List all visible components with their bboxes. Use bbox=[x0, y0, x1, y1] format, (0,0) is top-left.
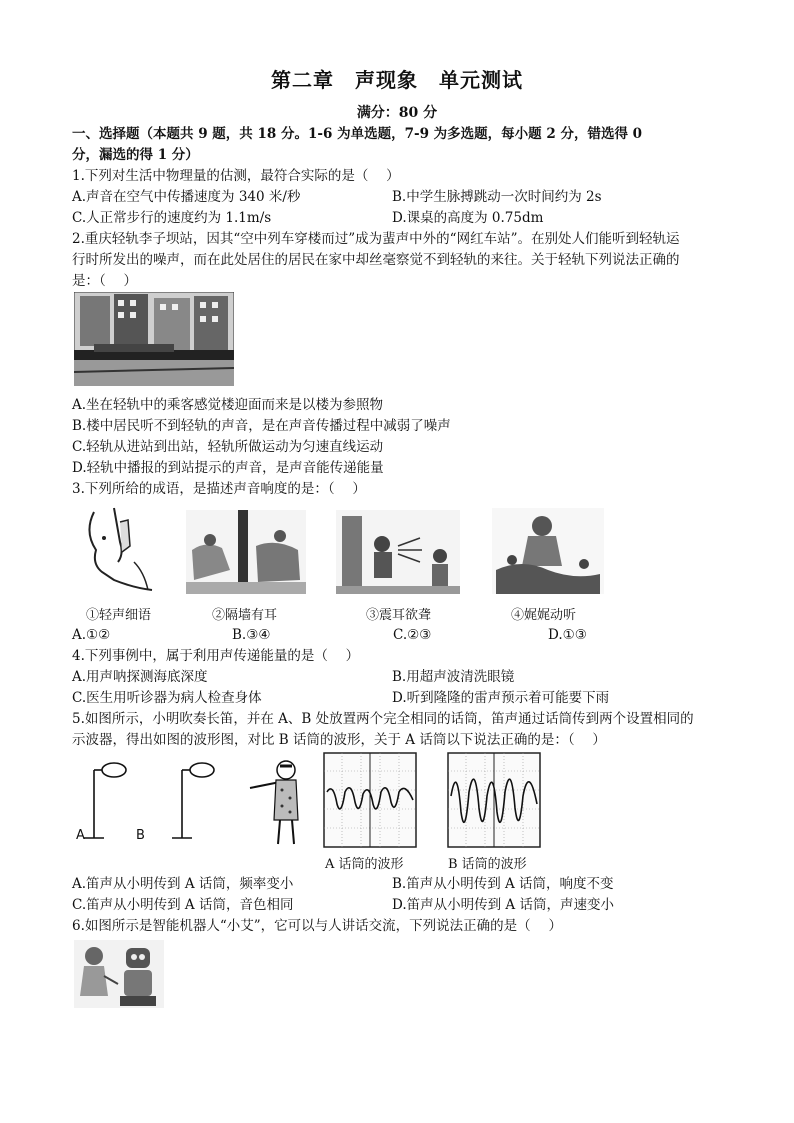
q2-option-d: D.轻轨中播报的到站提示的声音，是声音能传递能量 bbox=[72, 460, 384, 476]
q4-option-d: D.听到隆隆的雷声预示着可能要下雨 bbox=[392, 690, 610, 706]
page-title: 第二章 声现象 单元测试 bbox=[271, 68, 523, 92]
q3-caption-2: ②隔墙有耳 bbox=[212, 608, 278, 623]
q3-caption-4: ④娓娓动听 bbox=[511, 608, 577, 623]
q2-option-b: B.楼中居民听不到轻轨的声音，是在声音传播过程中减弱了噪声 bbox=[72, 418, 451, 434]
q5-option-b: B.笛声从小明传到 A 话筒，响度不变 bbox=[392, 876, 614, 892]
q4-option-b: B.用超声波清洗眼镜 bbox=[392, 669, 515, 685]
mic-a-label: A bbox=[76, 828, 85, 843]
q3-option-c: C.②③ bbox=[393, 627, 432, 643]
q1-option-c: C.人正常步行的速度约为 1.1m/s bbox=[72, 210, 272, 226]
question-1-stem: 1.下列对生活中物理量的估测，最符合实际的是（ ） bbox=[72, 168, 400, 184]
q5-option-c: C.笛声从小明传到 A 话筒，音色相同 bbox=[72, 897, 294, 913]
section-heading-cont: 分，漏选的得 1 分） bbox=[72, 147, 199, 163]
whisper-illustration bbox=[74, 502, 156, 594]
question-2-stem-cont: 行时所发出的噪声，而在此处居住的居民在家中却丝毫察觉不到轻轨的来往。关于轻轨下列说法正确的 bbox=[72, 252, 680, 268]
question-6-stem: 6.如图所示是智能机器人“小艾”，它可以与人讲话交流，下列说法正确的是（ ） bbox=[72, 918, 562, 934]
robot-xiaoai-photo bbox=[74, 940, 164, 1008]
q4-option-c: C.医生用听诊器为病人检查身体 bbox=[72, 690, 262, 706]
q5-option-d: D.笛声从小明传到 A 话筒，声速变小 bbox=[392, 897, 614, 913]
oscilloscope-a bbox=[323, 752, 417, 848]
q3-caption-1: ①轻声细语 bbox=[86, 608, 152, 623]
q3-caption-3: ③震耳欲聋 bbox=[366, 608, 432, 623]
wall-ears-illustration bbox=[186, 510, 306, 594]
mic-b-label: B bbox=[136, 828, 145, 843]
question-2-stem-end: 是：（ ） bbox=[72, 273, 138, 289]
question-3-stem: 3.下列所给的成语，是描述声音响度的是：（ ） bbox=[72, 481, 366, 497]
oscilloscope-b bbox=[447, 752, 541, 848]
question-5-stem: 5.如图所示，小明吹奏长笛，并在 A、B 处放置两个完全相同的话筒，笛声通过话筒传到两个设置相同的 bbox=[72, 711, 694, 727]
section-heading: 一、选择题（本题共 9 题，共 18 分。1-6 为单选题，7-9 为多选题，每小题 2 分，错选得 0 bbox=[72, 126, 643, 142]
q1-option-d: D.课桌的高度为 0.75dm bbox=[392, 210, 544, 226]
light-rail-photo bbox=[74, 292, 234, 386]
q1-option-b: B.中学生脉搏跳动一次时间约为 2s bbox=[392, 189, 602, 205]
storytelling-illustration bbox=[492, 508, 604, 594]
deafening-illustration bbox=[336, 510, 460, 594]
oscilloscope-b-caption: B 话筒的波形 bbox=[448, 857, 527, 872]
q2-option-a: A.坐在轻轨中的乘客感觉楼迎面而来是以楼为参照物 bbox=[72, 397, 384, 413]
q2-option-c: C.轻轨从进站到出站，轻轨所做运动为匀速直线运动 bbox=[72, 439, 384, 455]
oscilloscope-a-caption: A 话筒的波形 bbox=[325, 857, 404, 872]
q3-option-a: A.①② bbox=[72, 627, 111, 643]
q5-option-a: A.笛声从小明传到 A 话筒，频率变小 bbox=[72, 876, 294, 892]
question-2-stem: 2.重庆轻轨李子坝站，因其“空中列车穿楼而过”成为蜚声中外的“网红车站”。在别处人们能听到轻轨运 bbox=[72, 231, 680, 247]
question-5-stem-cont: 示波器，得出如图的波形图，对比 B 话筒的波形，关于 A 话筒以下说法正确的是：（ ） bbox=[72, 732, 606, 748]
q3-option-d: D.①③ bbox=[548, 627, 587, 643]
question-4-stem: 4.下列事例中，属于利用声传递能量的是（ ） bbox=[72, 648, 360, 664]
microphones-and-flutist bbox=[74, 758, 314, 850]
q1-option-a: A.声音在空气中传播速度为 340 米/秒 bbox=[72, 189, 301, 205]
score-line: 满分：80 分 bbox=[356, 105, 438, 121]
q4-option-a: A.用声呐探测海底深度 bbox=[72, 669, 208, 685]
q3-option-b: B.③④ bbox=[232, 627, 271, 643]
